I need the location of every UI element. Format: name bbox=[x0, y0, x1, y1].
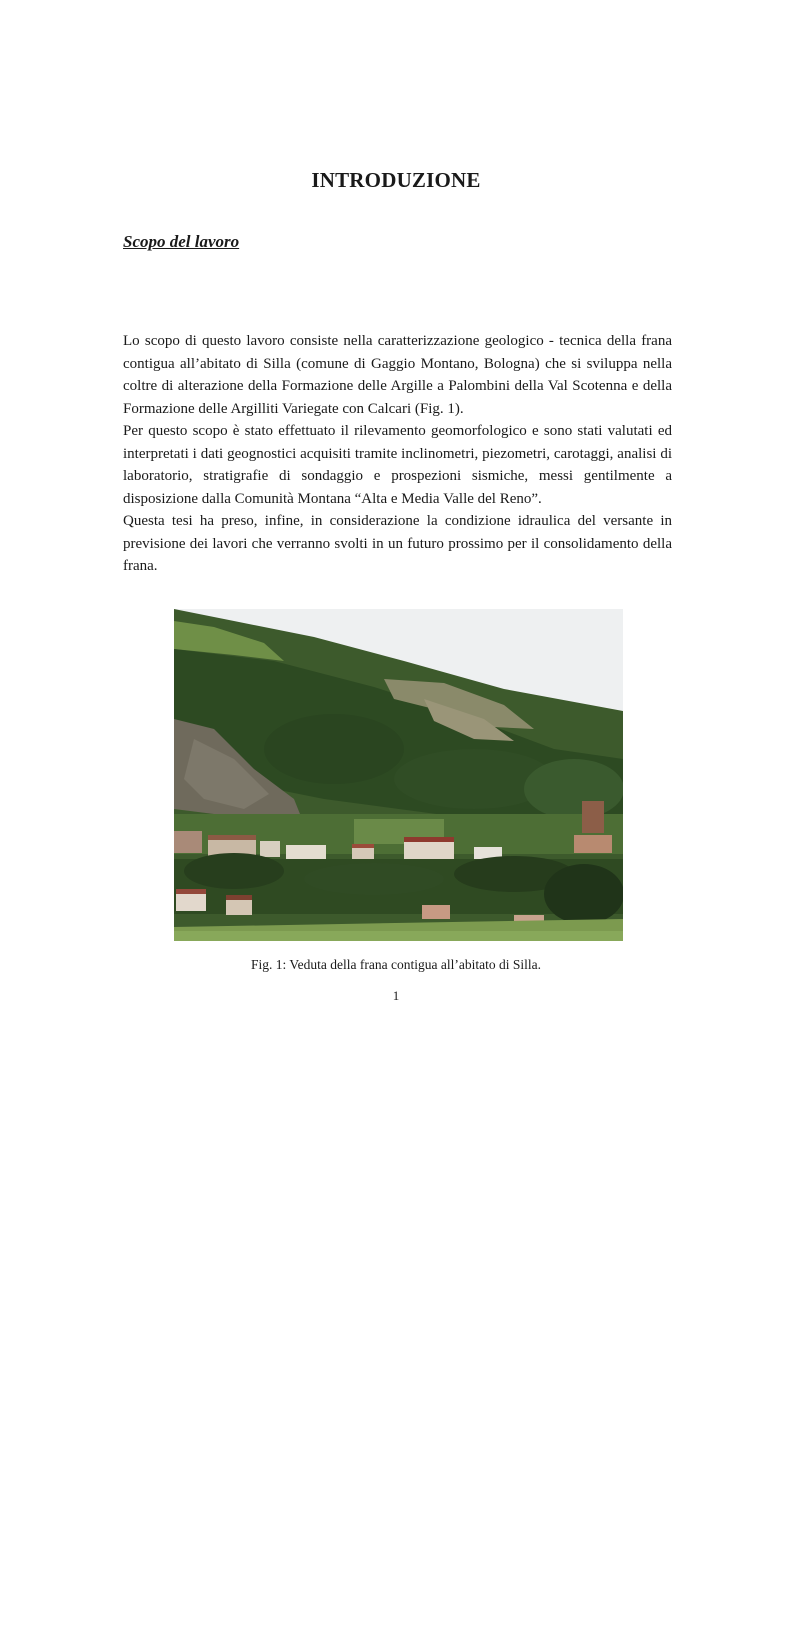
body-text bbox=[123, 330, 672, 578]
paragraph-1: Lo scopo di questo lavoro consiste nella caratterizzazione geologico - tecnica della frana contigua all’abitato di Silla (comune di Gaggio Montano, Bologna) che si sviluppa nella coltre di alterazione della Formazione delle Argille a Palombini della Val Scotenna e della Formazione delle Argilliti Variegate con Calcari (Fig. 1). bbox=[123, 333, 672, 417]
page-number: 1 bbox=[392, 988, 400, 1003]
paragraph-2: Per questo scopo è stato effettuato il rilevamento geomorfologico e sono stati valutati ed interpretati i dati geognostici acquisiti tramite inclinometri, piezometri, carotaggi, analisi di laboratorio, stratigrafie di sondaggio e prospezioni sismiche, messi gentilmente a disposizione dalla Comunità Montana “Alta e Media Valle del Reno”. bbox=[123, 423, 672, 507]
paragraph-3: Questa tesi ha preso, infine, in considerazione la condizione idraulica del versante in previsione dei lavori che verranno svolti in un futuro prossimo per il consolidamento della frana. bbox=[123, 513, 672, 574]
figure-caption: Fig. 1: Veduta della frana contigua all’abitato di Silla. bbox=[251, 957, 541, 972]
page-title: INTRODUZIONE bbox=[311, 168, 481, 192]
section-title: Scopo del lavoro bbox=[123, 232, 240, 251]
landslide-photo bbox=[174, 609, 623, 941]
